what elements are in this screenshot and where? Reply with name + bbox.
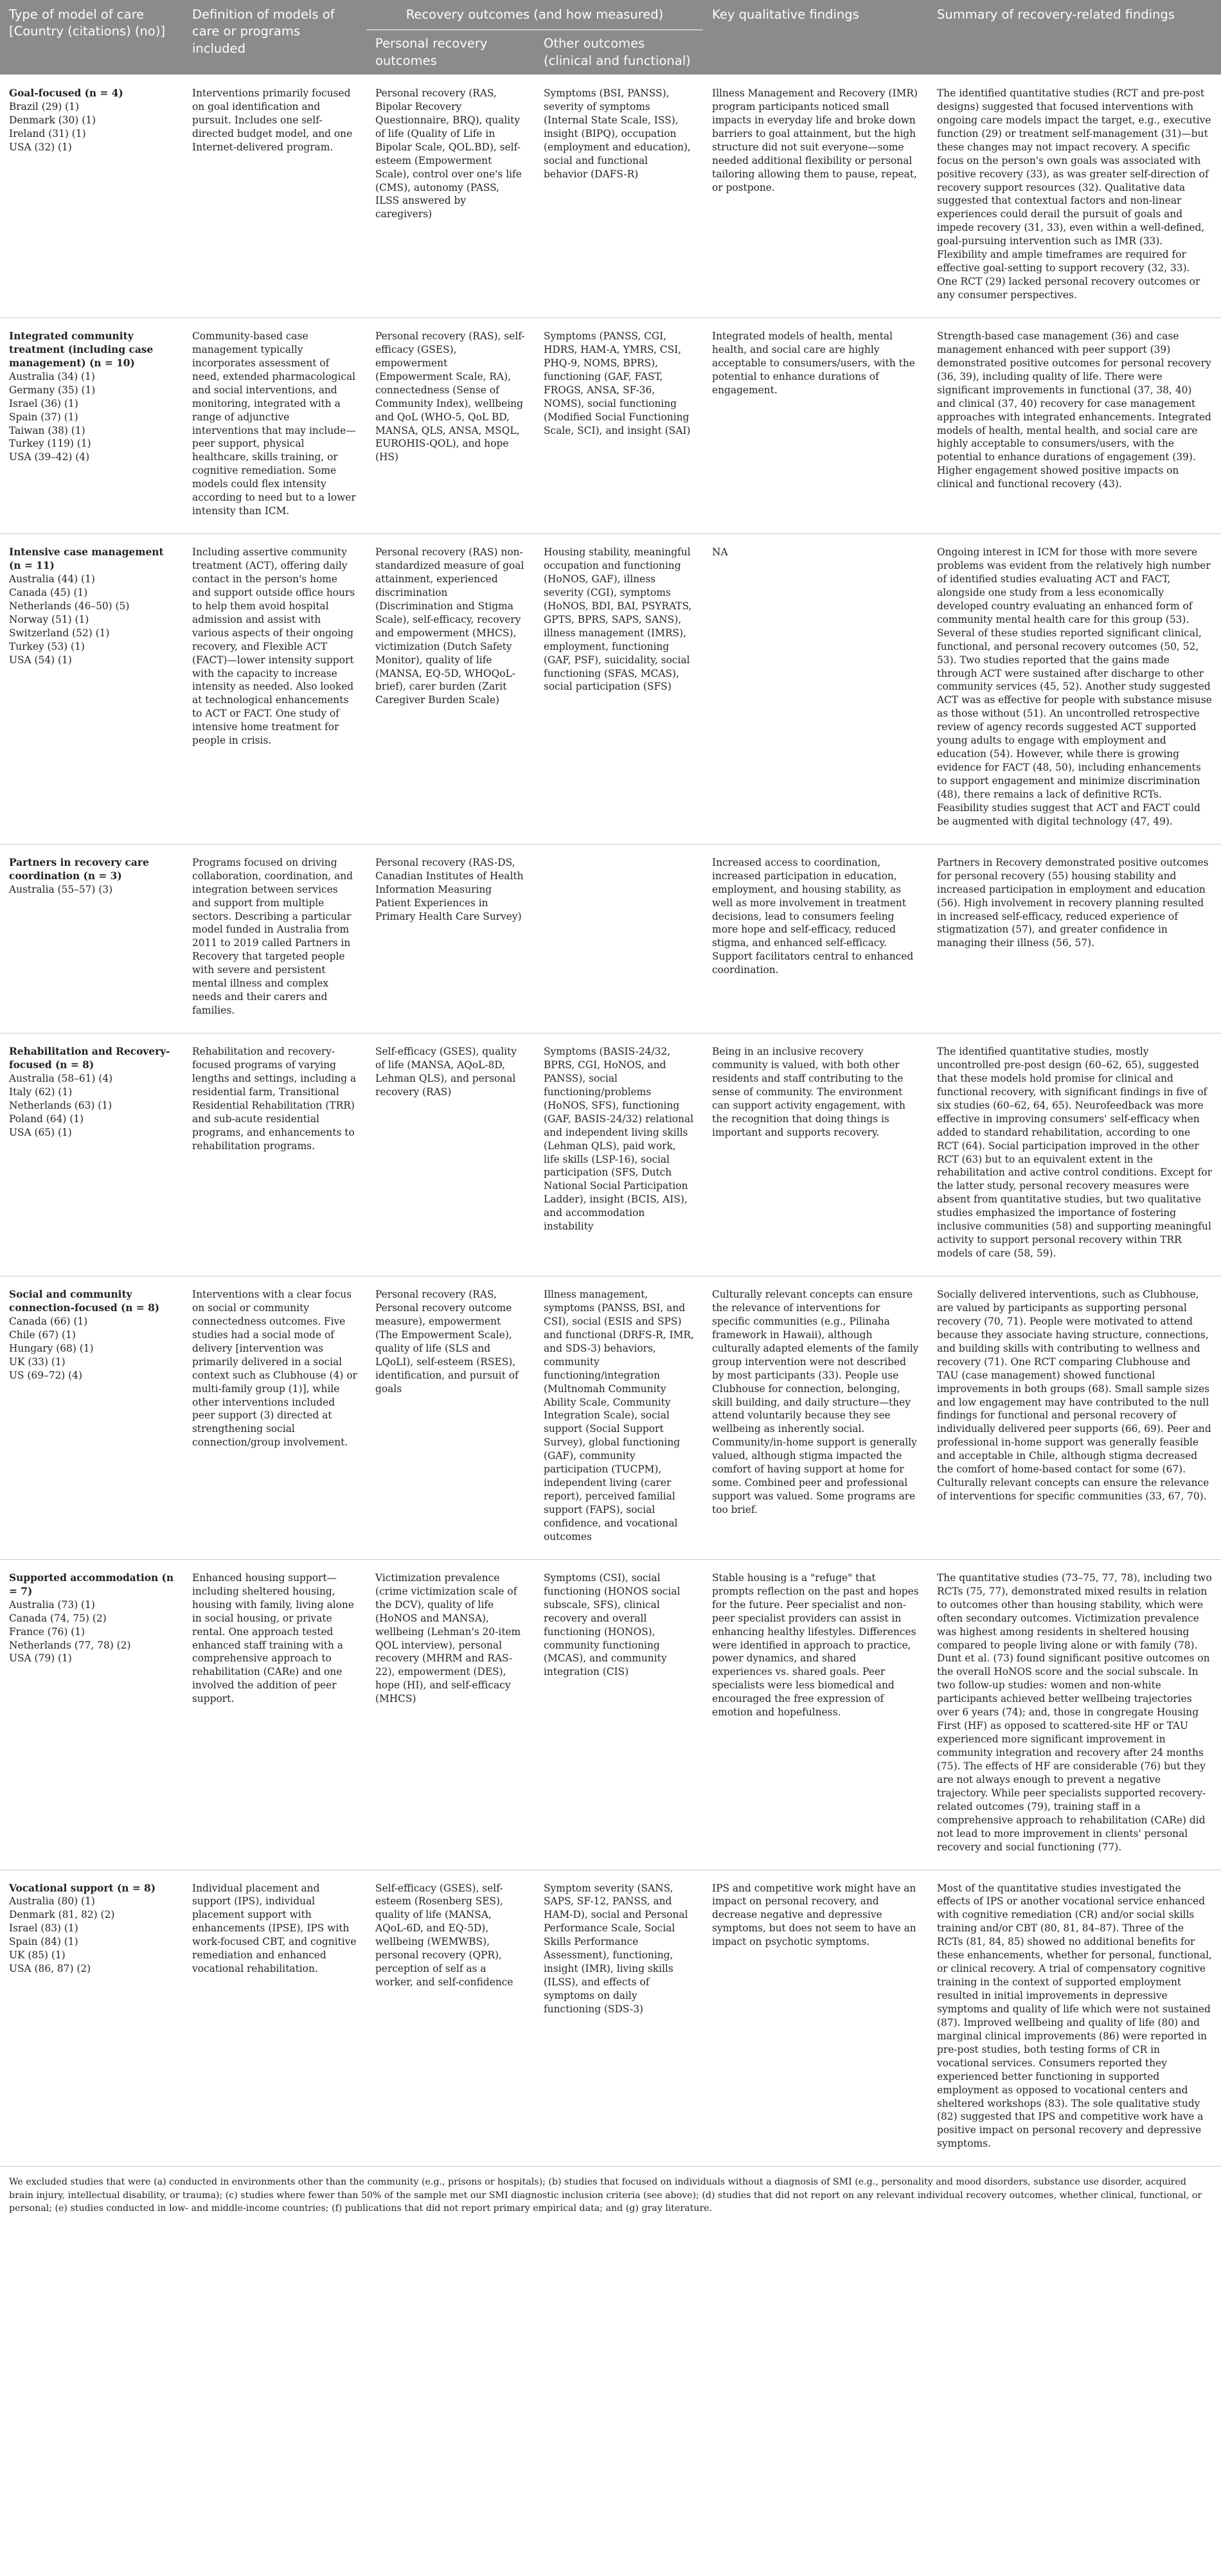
country-citation: Netherlands (77, 78) (2)	[9, 1639, 131, 1651]
country-citation: Australia (58–61) (4)	[9, 1072, 113, 1084]
model-name: Integrated community treatment (including case management) (n = 10)	[9, 330, 154, 369]
country-citation: USA (32) (1)	[9, 141, 72, 153]
definition-cell: Programs focused on driving collaboration, coordination, and integration between services and support from multiple sectors. Describing a particular model funded in Australia from 2011 to 2019 called Partners in Recovery that targeted people with severe and persistent mental illness and complex needs and their carers and families.	[183, 844, 366, 1033]
table-row	[0, 844, 1221, 1033]
model-cell	[0, 1033, 183, 1276]
country-citation: Hungary (68) (1)	[9, 1342, 94, 1354]
summary-cell: Most of the quantitative studies investigated the effects of IPS or another vocational service enhanced with cognitive remediation (CR) and/or social skills training and/or CBT (80, 81, 84–87). Three of the RCTs (81, 84, 85) showed no additional benefits for these enhancements, whether for personal, functional, or clinical recovery. A trial of compensatory cognitive training in the context of supported employment resulted in initial improvements in depressive symptoms and quality of life which were not sustained (87). Improved wellbeing and quality of life (80) and marginal clinical improvements (86) were reported in pre-post studies, both testing forms of CR in vocational services. Consumers reported they experienced better functioning in supported employment as opposed to vocational centers and sheltered workshops (83). The sole qualitative study (82) suggested that IPS and competitive work have a positive impact on personal recovery and depressive symptoms.	[928, 1870, 1221, 2167]
model-name: Social and community connection-focused (n = 8)	[9, 1289, 160, 1314]
other-outcomes-cell: Symptoms (CSI), social functioning (HONOS social subscale, SFS), clinical recovery and overall functioning (HONOS), community functioning (MCAS), and community integration (CIS)	[535, 1559, 703, 1870]
model-name: Rehabilitation and Recovery-focused (n = 8)	[9, 1046, 170, 1071]
header-recovery-outcomes: Recovery outcomes (and how measured)	[366, 0, 703, 30]
country-citation: Norway (51) (1)	[9, 613, 89, 625]
summary-cell: Strength-based case management (36) and case management enhanced with peer support (39) demonstrated positive outcomes for personal recovery (36, 39), including quality of life. There were significant improvements in functional (37, 38, 40) and clinical (37, 40) recovery for case management approaches with integrated enhancements. Integrated models of health, mental health, and social care are highly acceptable to consumers/users, with the potential to enhance durations of engagement (39). Higher engagement showed positive impacts on clinical and functional recovery (43).	[928, 318, 1221, 533]
other-outcomes-cell: Illness management, symptoms (PANSS, BSI, and CSI), social (ESIS and SPS) and functional (DRFS-R, IMR, and SDS-3) behaviors, community functioning/integration (Multnomah Community Ability Scale, Community Integration Scale), social support (Social Support Survey), global functioning (GAF), community participation (TUCPM), independent living (carer report), perceived familial support (FAPS), social confidence, and vocational outcomes	[535, 1276, 703, 1560]
qualitative-findings-cell: IPS and competitive work might have an impact on personal recovery, and decrease negative and depressive symptoms, but does not seem to have an impact on psychotic symptoms.	[703, 1870, 928, 2167]
country-citation: Canada (45) (1)	[9, 586, 88, 598]
country-citation: Canada (74, 75) (2)	[9, 1612, 107, 1624]
personal-outcomes-cell: Personal recovery (RAS) non-standardized measure of goal attainment, experienced discrimination (Discrimination and Stigma Scale), self-efficacy, recovery and empowerment (MHCS), victimization (Dutch Safety Monitor), quality of life (MANSA, EQ-5D, WHOQoL-brief), carer burden (Zarit Caregiver Burden Scale)	[366, 534, 535, 845]
country-citation: Brazil (29) (1)	[9, 100, 79, 112]
country-citation: Denmark (81, 82) (2)	[9, 1909, 115, 1921]
model-name: Supported accommodation (n = 7)	[9, 1571, 174, 1597]
header-summary: Summary of recovery-related findings	[928, 0, 1221, 75]
summary-cell: The quantitative studies (73–75, 77, 78), including two RCTs (75, 77), demonstrated mixed results in relation to outcomes other than housing stability, which were often secondary outcomes. Victimization prevalence was highest among residents in sheltered housing compared to people living alone or with family (78). Dunt et al. (73) found significant positive outcomes on the overall HoNOS score and the social subscale. In two follow-up studies: women and non-white participants achieved better wellbeing trajectories over 6 years (74); and, those in congregate Housing First (HF) as opposed to scattered-site HF or TAU experienced more significant improvement in community integration and recovery after 24 months (75). The effects of HF are considerable (76) but they are not always enough to prevent a negative trajectory. While peer specialists supported recovery-related outcomes (79), training staff in a comprehensive approach to rehabilitation (CARe) did not lead to more improvement in clients' personal recovery and social functioning (77).	[928, 1559, 1221, 1870]
header-model: Type of model of care [Country (citations) (no)]	[0, 0, 183, 75]
other-outcomes-cell: Symptoms (PANSS, CGI, HDRS, HAM-A, YMRS, CSI, PHQ-9, NOMS, BPRS), functioning (GAF, FAST, FROGS, ANSA, SF-36, NOMS), social functioning (Modified Social Functioning Scale, SCI), and insight (SAI)	[535, 318, 703, 533]
country-citation: Turkey (53) (1)	[9, 640, 85, 652]
country-citation: USA (39–42) (4)	[9, 451, 90, 463]
country-citation: Israel (83) (1)	[9, 1922, 78, 1935]
summary-cell: Socially delivered interventions, such as Clubhouse, are valued by participants as supporting personal recovery (70, 71). People were motivated to attend because they associate having structure, connections, and building skills with contributing to wellness and recovery (71). One RCT comparing Clubhouse and TAU (case management) showed functional improvements in both groups (68). Small sample sizes and low engagement may have contributed to the null findings for functional and personal recovery of individually delivered peer supports (66, 69). Peer and professional in-home support was generally feasible and acceptable in Chile, although stigma decreased the comfort of home-based contact for some (67). Culturally relevant concepts can ensure the relevance of interventions for specific communities (33, 67, 70).	[928, 1276, 1221, 1560]
definition-cell: Individual placement and support (IPS), individual placement support with enhancements (IPSE), IPS with work-focused CBT, and cognitive remediation and enhanced vocational rehabilitation.	[183, 1870, 366, 2167]
other-outcomes-cell: Housing stability, meaningful occupation and functioning (HoNOS, GAF), illness severity (CGI), symptoms (HoNOS, BDI, BAI, PSYRATS, GPTS, BPRS, SAPS, SANS), illness management (IMRS), employment, functioning (GAF, PSF), suicidality, social functioning (SFAS, MCAS), social participation (SFS)	[535, 534, 703, 845]
model-name: Intensive case management (n = 11)	[9, 546, 164, 571]
table-row	[0, 318, 1221, 533]
country-citation: Australia (80) (1)	[9, 1895, 95, 1908]
country-citation: Italy (62) (1)	[9, 1086, 73, 1098]
country-citation: Denmark (30) (1)	[9, 114, 96, 126]
table-row	[0, 75, 1221, 318]
header-personal-outcomes: Personal recovery outcomes	[366, 30, 535, 75]
country-citation: UK (85) (1)	[9, 1949, 66, 1962]
country-citation: Australia (73) (1)	[9, 1598, 95, 1611]
table-footnote: We excluded studies that were (a) conducted in environments other than the community (e.g., prisons or hospitals); (b) studies that focused on individuals without a diagnosis of SMI (e.g., personality and mood disorders, substance use disorder, acquired brain injury, intellectual disability, or trauma); (c) studies where fewer than 50% of the sample met our SMI diagnostic inclusion criteria (see above); (d) studies that did not report on any relevant individual recovery outcomes, whether clinical, functional, or personal; (e) studies conducted in low- and middle-income countries; (f) publications that did not report primary empirical data; and (g) gray literature.	[9, 2177, 1202, 2214]
definition-cell: Rehabilitation and recovery-focused programs of varying lengths and settings, including a residential farm, Transitional Residential Rehabilitation (TRR) and sub-acute residential programs, and enhancements to rehabilitation programs.	[183, 1033, 366, 1276]
definition-cell: Enhanced housing support—including sheltered housing, housing with family, living alone in social housing, or private rental. One approach tested enhanced staff training with a comprehensive approach to rehabilitation (CARe) and one involved the addition of peer support.	[183, 1559, 366, 1870]
country-citation: Australia (34) (1)	[9, 370, 95, 382]
other-outcomes-cell	[535, 844, 703, 1033]
country-citation: US (69–72) (4)	[9, 1369, 82, 1381]
personal-outcomes-cell: Personal recovery (RAS-DS, Canadian Institutes of Health Information Measuring Patient Experiences in Primary Health Care Survey)	[366, 844, 535, 1033]
country-citation: Switzerland (52) (1)	[9, 627, 110, 639]
model-cell	[0, 75, 183, 318]
qualitative-findings-cell: Integrated models of health, mental health, and social care are highly acceptable to consumers/users, with the potential to enhance durations of engagement.	[703, 318, 928, 533]
country-citation: USA (86, 87) (2)	[9, 1963, 91, 1975]
country-citation: Ireland (31) (1)	[9, 127, 86, 139]
definition-cell: Interventions with a clear focus on social or community connectedness outcomes. Five studies had a social mode of delivery [intervention was primarily delivered in a social context such as Clubhouse (4) or multi-family group (1)], while other interventions included peer support (3) directed at strengthening social connection/group involvement.	[183, 1276, 366, 1560]
country-citation: Spain (84) (1)	[9, 1936, 78, 1948]
personal-outcomes-cell: Self-efficacy (GSES), self-esteem (Rosenberg SES), quality of life (MANSA, AQoL-6D, and EQ-5D), wellbeing (WEMWBS), personal recovery (QPR), perception of self as a worker, and self-confidence	[366, 1870, 535, 2167]
header-definition: Definition of models of care or programs included	[183, 0, 366, 75]
country-citation: Turkey (119) (1)	[9, 438, 91, 450]
personal-outcomes-cell: Victimization prevalence (crime victimization scale of the DCV), quality of life (HoNOS and MANSA), wellbeing (Lehman's 20-item QOL interview), personal recovery (MHRM and RAS-22), empowerment (DES), hope (HI), and self-efficacy (MHCS)	[366, 1559, 535, 1870]
table-row	[0, 1870, 1221, 2167]
qualitative-findings-cell: Illness Management and Recovery (IMR) program participants noticed small impacts in everyday life and broke down barriers to goal attainment, but the high structure did not suit everyone—some needed additional flexibility or personal tailoring allowing them to pause, repeat, or postpone.	[703, 75, 928, 318]
country-citation: Taiwan (38) (1)	[9, 424, 85, 436]
header-qualitative: Key qualitative findings	[703, 0, 928, 75]
country-citation: Spain (37) (1)	[9, 411, 78, 423]
qualitative-findings-cell: Culturally relevant concepts can ensure the relevance of interventions for specific communities (e.g., Pilinaha framework in Hawaii), although culturally adapted elements of the family group intervention were not described by most participants (33). People use Clubhouse for connection, belonging, skill building, and daily structure—they attend voluntarily because they see wellbeing as inherently social. Community/in-home support is generally valued, although stigma impacted the comfort of having support at home for some. Combined peer and professional support was valued. Some programs are too brief.	[703, 1276, 928, 1560]
model-cell	[0, 1559, 183, 1870]
other-outcomes-cell: Symptoms (BSI, PANSS), severity of symptoms (Internal State Scale, ISS), insight (BIPQ), occupation (employment and education), social and functional behavior (DAFS-R)	[535, 75, 703, 318]
qualitative-findings-cell: NA	[703, 534, 928, 845]
model-cell	[0, 1276, 183, 1560]
table-row	[0, 1276, 1221, 1560]
summary-cell: The identified quantitative studies (RCT and pre-post designs) suggested that focused interventions with ongoing care models impact the target, e.g., executive function (29) or treatment self-management (31)—but these changes may not impact recovery. A specific focus on the person's own goals was associated with positive recovery (33), as was greater self-direction of recovery support resources (32). Qualitative data suggested that contextual factors and non-linear experiences could derail the pursuit of goals and impede recovery (31, 33), even within a well-defined, goal-pursuing intervention such as IMR (33). Flexibility and ample timeframes are required for effective goal-setting to support recovery (32, 33). One RCT (29) lacked personal recovery outcomes or any consumer perspectives.	[928, 75, 1221, 318]
model-name: Goal-focused (n = 4)	[9, 87, 123, 99]
country-citation: Canada (66) (1)	[9, 1315, 88, 1327]
country-citation: USA (79) (1)	[9, 1652, 72, 1665]
country-citation: Poland (64) (1)	[9, 1113, 84, 1125]
country-citation: Chile (67) (1)	[9, 1328, 76, 1341]
country-citation: UK (33) (1)	[9, 1355, 66, 1368]
table-header	[0, 0, 1221, 75]
model-name: Vocational support (n = 8)	[9, 1882, 156, 1894]
other-outcomes-cell: Symptoms (BASIS-24/32, BPRS, CGI, HoNOS, and PANSS), social functioning/problems (HoNOS, SFS), functioning (GAF, BASIS-24/32) relational and independent living skills (Lehman QLS), paid work, life skills (LSP-16), social participation (SFS, Dutch National Social Participation Ladder), insight (BCIS, AIS), and accommodation instability	[535, 1033, 703, 1276]
country-citation: Australia (44) (1)	[9, 573, 95, 585]
table-body	[0, 75, 1221, 2166]
country-citation: Netherlands (63) (1)	[9, 1099, 112, 1111]
country-citation: France (76) (1)	[9, 1625, 85, 1638]
personal-outcomes-cell: Personal recovery (RAS), self-efficacy (GSES), empowerment (Empowerment Scale, RA), connectedness (Sense of Community Index), wellbeing and QoL (WHO-5, QoL BD, MANSA, QLS, ANSA, MSQL, EUROHIS-QOL), and hope (HS)	[366, 318, 535, 533]
qualitative-findings-cell: Increased access to coordination, increased participation in education, employment, and housing stability, as well as more involvement in treatment decisions, lead to consumers feeling more hope and self-efficacy, reduced stigma, and enhanced self-efficacy. Support facilitators central to enhanced coordination.	[703, 844, 928, 1033]
qualitative-findings-cell: Being in an inclusive recovery community is valued, with both other residents and staff contributing to the sense of community. The environment can support activity engagement, with the recognition that doing things is important and supports recovery.	[703, 1033, 928, 1276]
model-cell	[0, 844, 183, 1033]
country-citation: USA (54) (1)	[9, 654, 72, 666]
model-cell	[0, 1870, 183, 2167]
country-citation: USA (65) (1)	[9, 1126, 72, 1138]
definition-cell: Including assertive community treatment (ACT), offering daily contact in the person's home and support outside office hours to help them avoid hospital admission and assist with various aspects of their ongoing recovery, and Flexible ACT (FACT)—lower intensity support with the capacity to increase intensity as needed. Also looked at technological enhancements to ACT or FACT. One study of intensive home treatment for people in crisis.	[183, 534, 366, 845]
summary-cell: Partners in Recovery demonstrated positive outcomes for personal recovery (55) housing stability and increased participation in employment and education (56). High involvement in recovery planning resulted in increased self-efficacy, reduced experience of stigmatization (57), and greater confidence in managing their illness (56, 57).	[928, 844, 1221, 1033]
definition-cell: Community-based case management typically incorporates assessment of need, extended pharmacological and social interventions, and monitoring, integrated with a range of adjunctive interventions that may include—peer support, physical healthcare, skills training, or cognitive remediation. Some models could flex intensity according to need but to a lower intensity than ICM.	[183, 318, 366, 533]
country-citation: Israel (36) (1)	[9, 397, 78, 409]
country-citation: Australia (55–57) (3)	[9, 883, 113, 895]
personal-outcomes-cell: Personal recovery (RAS, Bipolar Recovery Questionnaire, BRQ), quality of life (Quality of Life in Bipolar Scale, QOL.BD), self-esteem (Empowerment Scale), control over one's life (CMS), autonomy (PASS, ILSS answered by caregivers)	[366, 75, 535, 318]
model-name: Partners in recovery care coordination (n = 3)	[9, 856, 149, 882]
model-cell	[0, 534, 183, 845]
qualitative-findings-cell: Stable housing is a "refuge" that prompts reflection on the past and hopes for the future. Peer specialist and non-peer specialist providers can assist in enhancing healthy lifestyles. Differences were identified in approach to practice, power dynamics, and shared experiences vs. shared goals. Peer specialists were less biomedical and encouraged the free expression of emotion and hopefulness.	[703, 1559, 928, 1870]
table-row	[0, 534, 1221, 845]
definition-cell: Interventions primarily focused on goal identification and pursuit. Includes one self-directed budget model, and one Internet-delivered program.	[183, 75, 366, 318]
country-citation: Germany (35) (1)	[9, 384, 96, 396]
personal-outcomes-cell: Self-efficacy (GSES), quality of life (MANSA, AQoL-8D, Lehman QLS), and personal recovery (RAS)	[366, 1033, 535, 1276]
model-cell	[0, 318, 183, 533]
personal-outcomes-cell: Personal recovery (RAS, Personal recovery outcome measure), empowerment (The Empowerment Scale), quality of life (SLS and LQoLI), self-esteem (RSES), identification, and pursuit of goals	[366, 1276, 535, 1560]
header-other-outcomes: Other outcomes (clinical and functional)	[535, 30, 703, 75]
other-outcomes-cell: Symptom severity (SANS, SAPS, SF-12, PANSS, and HAM-D), social and Personal Performance Scale, Social Skills Performance Assessment), functioning, insight (IMR), living skills (ILSS), and effects of symptoms on daily functioning (SDS-3)	[535, 1870, 703, 2167]
summary-cell: The identified quantitative studies, mostly uncontrolled pre-post design (60–62, 65), suggested that these models hold promise for clinical and functional recovery, with significant findings in five of six studies (60–62, 64, 65). Neurofeedback was more effective in improving consumers' self-efficacy when added to standard rehabilitation, according to one RCT (64). Social participation improved in the other RCT (63) but to an equivalent extent in the rehabilitation and active control conditions. Except for the latter study, personal recovery measures were absent from quantitative studies, but two qualitative studies emphasized the importance of fostering inclusive communities (58) and supporting meaningful activity to support personal recovery within TRR models of care (58, 59).	[928, 1033, 1221, 1276]
table-row	[0, 1559, 1221, 1870]
summary-cell: Ongoing interest in ICM for those with more severe problems was evident from the relatively high number of identified studies evaluating ACT and FACT, alongside one study from a less economically developed country evaluating an enhanced form of community mental health care for this group (53). Several of these studies reported significant clinical, functional, and personal recovery outcomes (50, 52, 53). Two studies reported that the gains made through ACT were sustained after discharge to other community services (45, 52). Another study suggested ACT was as effective for people with substance misuse as those without (51). An uncontrolled retrospective review of agency records suggested ACT supported young adults to engage with employment and education (54). However, while there is growing evidence for FACT (48, 50), including enhancements to support engagement and minimize discrimination (48), there remains a lack of definitive RCTs. Feasibility studies suggest that ACT and FACT could be augmented with digital technology (47, 49).	[928, 534, 1221, 845]
table-row	[0, 1033, 1221, 1276]
country-citation: Netherlands (46–50) (5)	[9, 600, 130, 612]
